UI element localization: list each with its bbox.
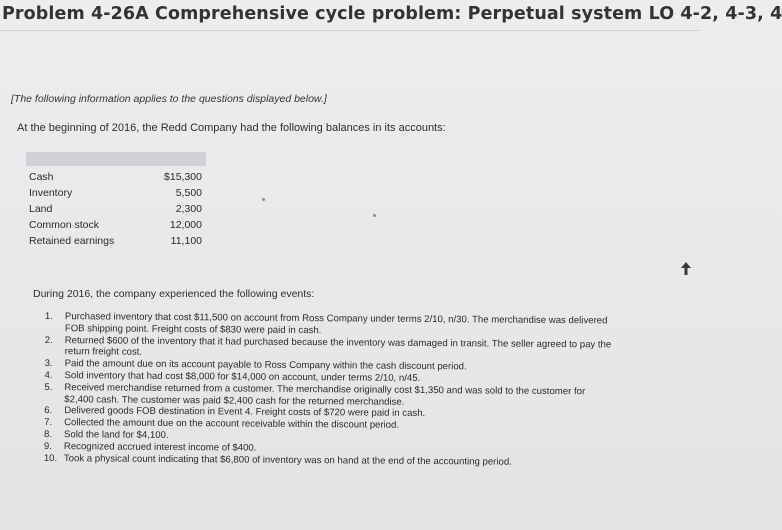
screen-speck [262, 198, 265, 201]
account-name: Common stock [29, 219, 100, 231]
event-number: 7. [44, 417, 53, 429]
balance-table-header-band [26, 152, 206, 166]
balance-row [26, 233, 206, 249]
event-number: 4. [44, 369, 53, 382]
account-name: Land [29, 203, 53, 215]
event-text: Collected the amount due on the account receivable within the discount period. [64, 417, 400, 431]
events-list [44, 311, 615, 469]
event-number: 3. [44, 358, 53, 370]
account-amount: 5,500 [175, 187, 202, 199]
account-amount: 11,100 [170, 235, 202, 247]
event-text: Sold inventory that had cost $8,000 for $14,000 on account, under terms 2/10, n/45. [64, 370, 421, 384]
balance-row [26, 185, 206, 201]
event-number: 2. [44, 334, 53, 346]
account-amount: 2,300 [175, 203, 202, 215]
events-intro: During 2016, the company experienced the following events: [33, 288, 315, 300]
account-name: Cash [29, 171, 54, 183]
screen-speck [373, 214, 376, 217]
event-text: Purchased inventory that cost $11,500 on account from Ross Company under terms 2/10, n/30. The merchandise was delivered FOB shipping point. Freight costs of $830 were paid in cash. [64, 311, 608, 336]
balance-table [26, 152, 206, 249]
event-text: Received merchandise returned from a customer. The merchandise originally cost $1,350 and was sold to the customer for $2,400 cash. The customer was paid $2,400 cash for the returned merchandise. [64, 381, 586, 408]
event-number: 10. [43, 452, 58, 464]
balance-row [26, 201, 206, 217]
page-title: Problem 4-26A Comprehensive cycle problem: Perpetual system LO 4-2, 4-3, 4 [2, 4, 782, 24]
account-name: Retained earnings [29, 235, 115, 247]
account-name: Inventory [29, 187, 73, 199]
event-text: Recognized accrued interest income of $400. [63, 440, 257, 454]
intro-text: At the beginning of 2016, the Redd Company had the following balances in its accounts: [17, 122, 446, 134]
event-number: 1. [44, 311, 54, 323]
balance-row [26, 169, 206, 185]
balance-rows [26, 166, 206, 249]
event-number: 6. [44, 405, 53, 417]
event-text: Paid the amount due on its account payable to Ross Company within the cash discount period. [64, 358, 467, 373]
event-text: Took a physical count indicating that $6,800 of inventory was on hand at the end of the accounting period. [63, 452, 512, 468]
intro-note: [The following information applies to the questions displayed below.] [11, 93, 327, 105]
account-amount: $15,300 [164, 171, 202, 183]
title-divider [0, 30, 700, 31]
event-number: 8. [43, 428, 53, 441]
mouse-cursor-icon [680, 262, 692, 276]
event-text: Delivered goods FOB destination in Event 4. Freight costs of $720 were paid in cash. [64, 405, 426, 420]
event-text: Sold the land for $4,100. [63, 429, 169, 441]
event-number: 9. [43, 440, 52, 452]
event-text: Returned $600 of the inventory that it had purchased because the inventory was damaged in transit. The seller agreed to pay the return freight cost. [64, 334, 612, 359]
balance-row [26, 217, 206, 233]
account-amount: 12,000 [169, 219, 202, 231]
event-number: 5. [44, 381, 53, 393]
